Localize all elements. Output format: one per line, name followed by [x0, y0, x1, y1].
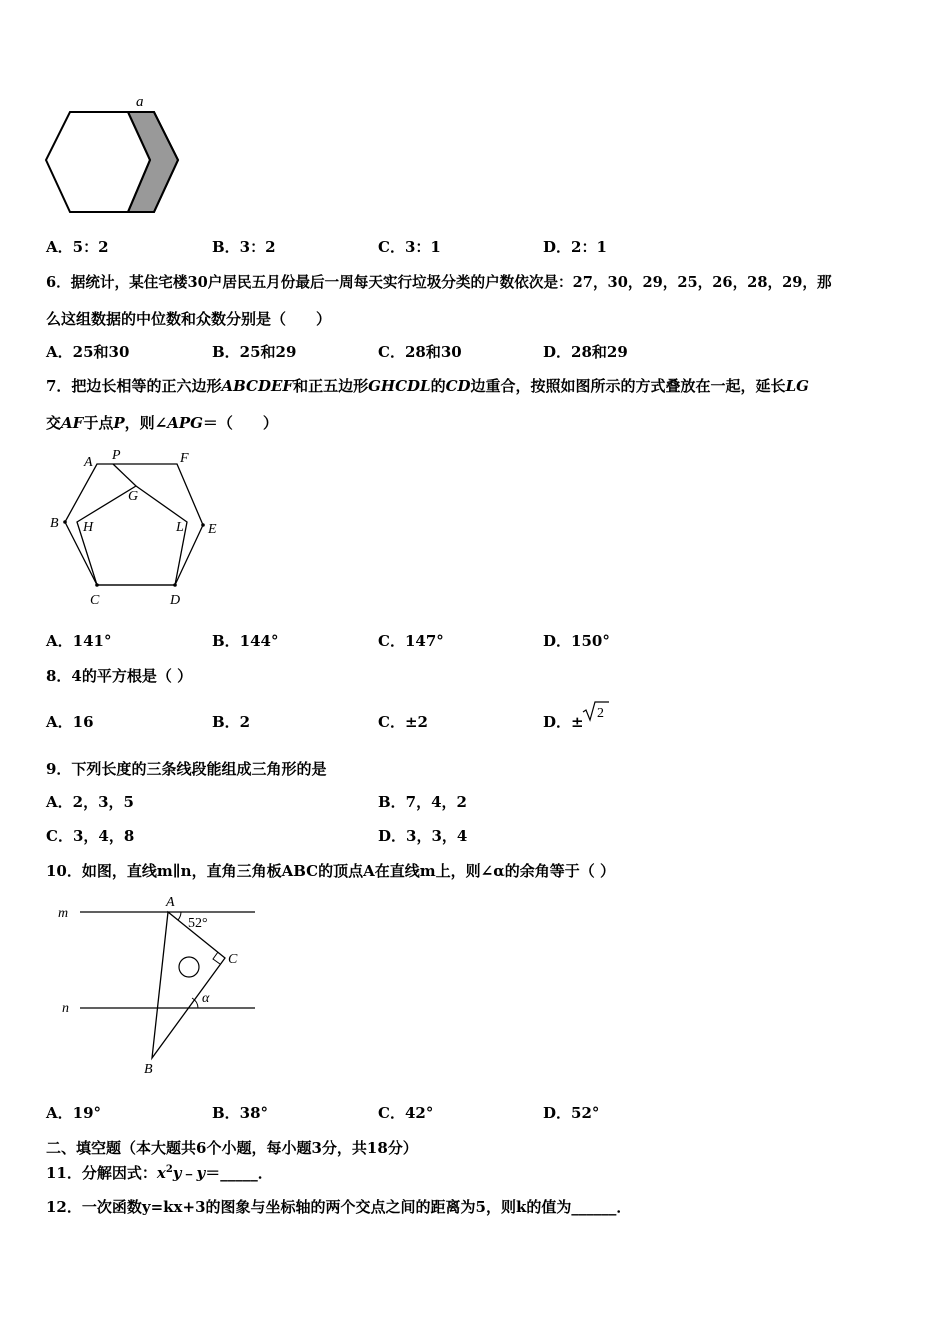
- q5-option-b: B．3：2: [212, 238, 276, 256]
- q7-edge-cd: CD: [445, 377, 471, 395]
- q7-figure: [40, 440, 240, 615]
- q10-angle-52-arc: [178, 912, 181, 920]
- q11-stem: [46, 1162, 273, 1183]
- q11-var-y2: y: [196, 1164, 206, 1182]
- q7-segment-af: AF: [61, 414, 84, 432]
- q8-radicand: 2: [597, 706, 604, 721]
- q7-option-c: C．147°: [378, 632, 444, 650]
- q10-label-alpha: α: [202, 991, 210, 1006]
- q7-pentagon-name: GHCDL: [368, 377, 431, 395]
- q10-option-d: D．52°: [543, 1104, 600, 1122]
- q10-stem: 10．如图，直线m∥n，直角三角板ABC的顶点A在直线m上，则∠α的余角等于（ ）: [46, 862, 615, 880]
- q10-figure: [50, 890, 265, 1080]
- q10-label-a: A: [166, 895, 175, 910]
- q9-stem: 9．下列长度的三条线段能组成三角形的是: [46, 760, 327, 778]
- q11-suffix: ＝_____．: [205, 1164, 273, 1182]
- q7-text-2: 和正五边形: [293, 377, 369, 395]
- q7-label-h: H: [83, 520, 94, 535]
- q11-prefix: 11．分解因式：: [46, 1164, 157, 1182]
- q8-stem: 8．4的平方根是（ ）: [46, 667, 193, 685]
- q10-triangle: [152, 912, 225, 1058]
- q7-stem-line2: [46, 412, 278, 433]
- q6-option-b: B．25和29: [212, 343, 297, 361]
- q5-option-d: D．2：1: [543, 238, 607, 256]
- q6-stem-line1: 6．据统计，某住宅楼30户居民五月份最后一周每天实行垃圾分类的户数依次是：27，30，29，25，26，28，29，那: [46, 274, 832, 291]
- q9-option-d: D．3，3，4: [378, 827, 468, 845]
- q6-stem-line2: 么这组数据的中位数和众数分别是（ ）: [46, 310, 332, 328]
- q7-label-a: A: [84, 455, 93, 470]
- q11-var-x: x: [156, 1164, 166, 1182]
- q7-text-6: 于点: [83, 414, 114, 432]
- q10-label-c: C: [228, 952, 238, 967]
- q7-label-e: E: [208, 522, 217, 537]
- q5-hexagon-figure: [40, 90, 190, 220]
- q7-option-a: A．141°: [46, 632, 112, 650]
- q10-label-m: m: [58, 906, 69, 921]
- q6-option-d: D．28和29: [543, 343, 628, 361]
- q7-point-p: P: [113, 414, 125, 432]
- q7-label-l: L: [176, 520, 184, 535]
- q6-option-c: C．28和30: [378, 343, 462, 361]
- q8-option-d-prefix: D．±: [543, 713, 584, 731]
- q8-option-a: A．16: [46, 713, 94, 731]
- q11-var-y1: y: [172, 1164, 182, 1182]
- q10-label-52: 52°: [188, 916, 208, 931]
- q7-stem-line1: [46, 375, 809, 396]
- q11-exponent: 2: [165, 1164, 173, 1175]
- q5-option-c: C．3：1: [378, 238, 441, 256]
- q8-sqrt-symbol: [582, 700, 610, 722]
- q8-option-b: B．2: [212, 713, 251, 731]
- q12-stem: 12．一次函数y=kx+3的图象与坐标轴的两个交点之间的距离为5，则k的值为______．: [46, 1198, 632, 1216]
- q7-angle-apg: APG: [167, 414, 203, 432]
- q5-option-a: A．5：2: [46, 238, 109, 256]
- q7-label-p: P: [112, 448, 121, 463]
- q5-label-a: a: [136, 94, 144, 110]
- q8-option-c: C．±2: [378, 713, 428, 731]
- q8-option-d: [543, 711, 584, 732]
- q7-segment-lg: LG: [785, 377, 809, 395]
- q7-text-7: ，则∠: [124, 414, 168, 432]
- q7-option-d: D．150°: [543, 632, 610, 650]
- q7-label-g: G: [128, 489, 139, 504]
- q10-option-b: B．38°: [212, 1104, 269, 1122]
- q10-label-b: B: [144, 1062, 153, 1077]
- q7-text-1: 7．把边长相等的正六边形: [46, 377, 222, 395]
- q7-line-gp: [113, 464, 136, 486]
- q6-option-a: A．25和30: [46, 343, 130, 361]
- q7-hexagon-name: ABCDEF: [221, 377, 294, 395]
- q7-text-4: 边重合，按照如图所示的方式叠放在一起，延长: [470, 377, 786, 395]
- q10-option-a: A．19°: [46, 1104, 102, 1122]
- q7-text-8: ＝（ ）: [202, 414, 278, 432]
- q9-option-b: B．7，4，2: [378, 793, 467, 811]
- section2-title: 二、填空题（本大题共6个小题，每小题3分，共18分）: [46, 1139, 418, 1157]
- q9-option-a: A．2，3，5: [46, 793, 134, 811]
- q7-label-f: F: [180, 451, 189, 466]
- q10-label-n: n: [62, 1001, 69, 1016]
- q10-option-c: C．42°: [378, 1104, 434, 1122]
- q7-label-d: D: [170, 593, 181, 608]
- q7-label-b: B: [50, 516, 59, 531]
- q10-triangle-hole: [179, 957, 199, 977]
- q7-text-5: 交: [46, 414, 62, 432]
- q7-text-3: 的: [430, 377, 446, 395]
- q7-label-c: C: [90, 593, 100, 608]
- q11-minus: ﹣: [181, 1164, 197, 1182]
- q9-option-c: C．3，4，8: [46, 827, 135, 845]
- q7-option-b: B．144°: [212, 632, 279, 650]
